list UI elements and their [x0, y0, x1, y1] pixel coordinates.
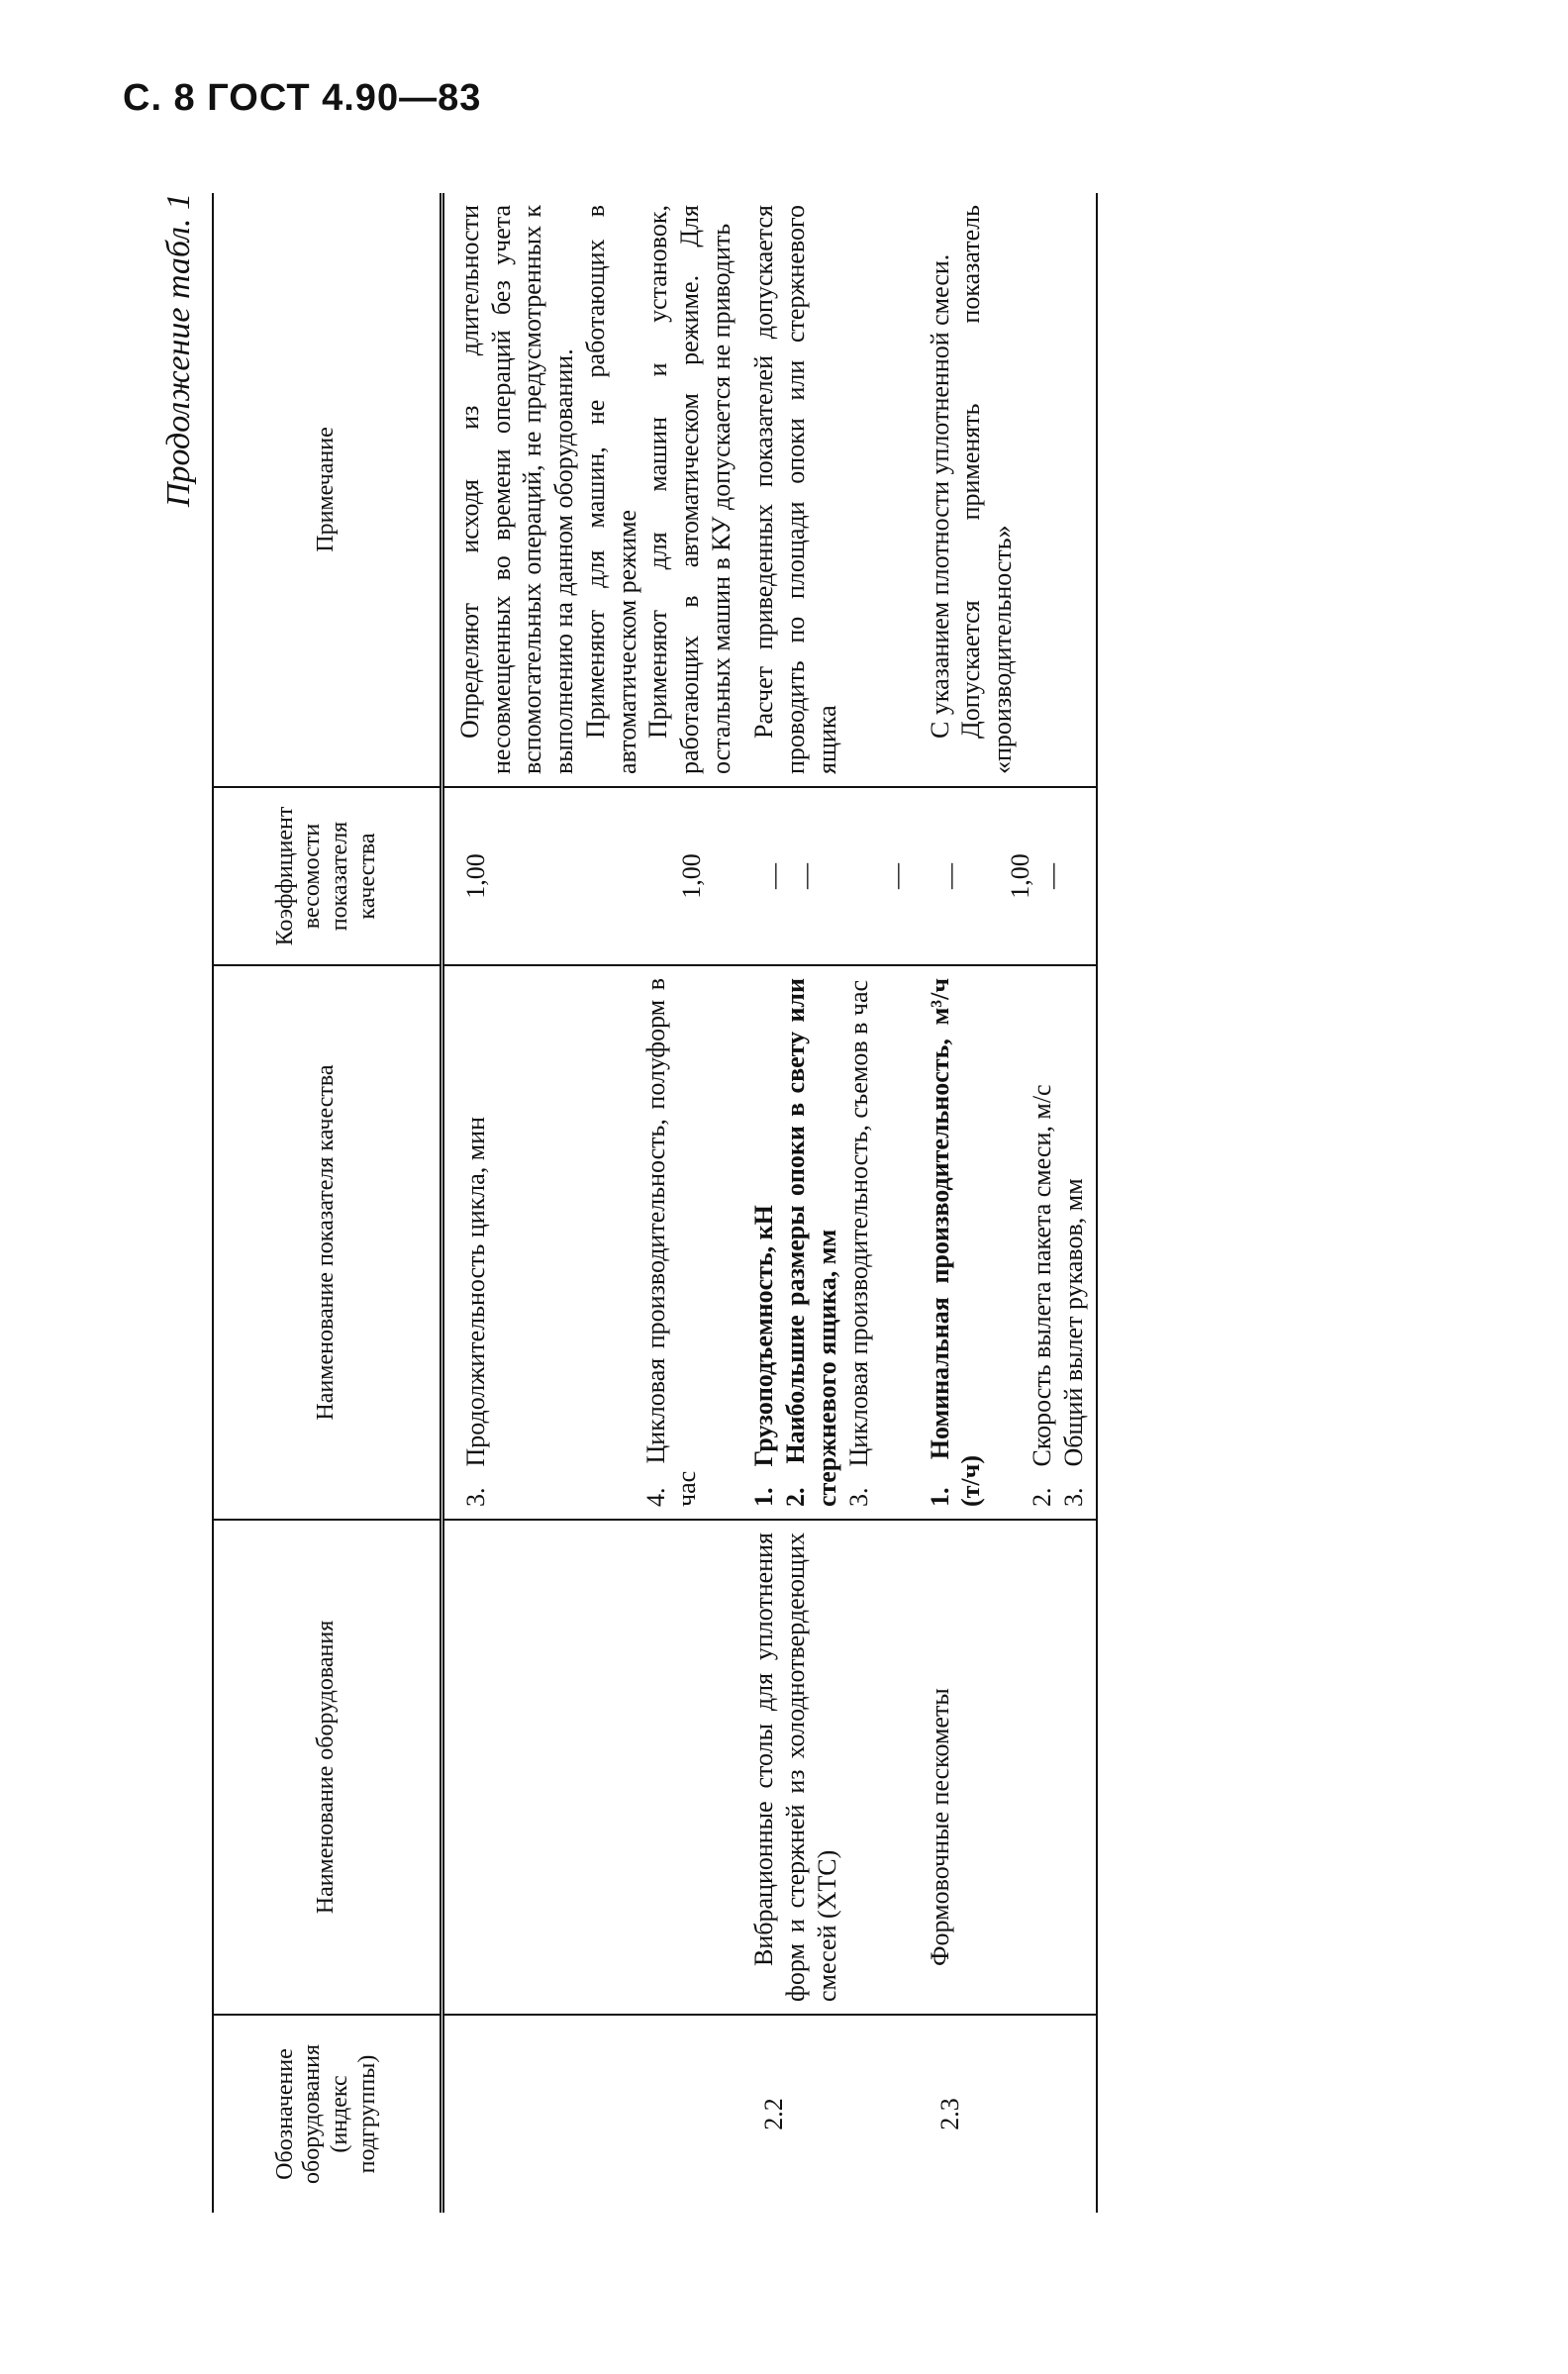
cell-equipment	[919, 1520, 1097, 2015]
coefficient-value: —	[1037, 863, 1067, 889]
cell-code: 2.2	[759, 2098, 789, 2130]
indicator-number: 1.	[749, 1487, 779, 1507]
cell-coefficient	[442, 787, 743, 965]
indicator-number: 3.	[843, 1487, 873, 1507]
indicator-text: Цикловая производительность, полуформ в час	[640, 978, 702, 1507]
indicator-item	[1058, 978, 1090, 1507]
table-header-row	[213, 193, 442, 2213]
indicator-number: 3.	[1058, 1487, 1088, 1507]
column-header-code: Обозначение оборудования (индекс подгруппы)	[213, 2015, 442, 2213]
indicator-number: 2.	[1028, 1487, 1057, 1507]
indicator-number: 4.	[640, 1487, 670, 1507]
indicator-item	[450, 978, 492, 1507]
coefficient-value: —	[881, 863, 911, 889]
coefficient-value: 1,00	[461, 853, 490, 899]
equipment-name: Вибрационные столы для уплотнения форм и стержней из холоднотвердеющих смесей (ХТС)	[749, 1533, 841, 2002]
indicator-text: Общий вылет рукавов, мм	[1058, 1178, 1088, 1467]
indicator-spacer	[987, 978, 1027, 1507]
cell-coefficient	[919, 787, 1097, 965]
cell-note	[919, 193, 1097, 787]
note-paragraph: Допускается применять показатель «производительность»	[956, 205, 1018, 774]
page-header: С. 8 ГОСТ 4.90—83	[123, 77, 482, 119]
indicator-text: Номинальная производительность, м³/ч (т/ч)	[925, 978, 986, 1507]
table-row	[919, 193, 1097, 2213]
table-row	[442, 193, 743, 2213]
cell-equipment	[442, 1520, 743, 2015]
rotated-table-block	[160, 193, 1396, 2213]
indicator-text: Скорость вылета пакета смеси, м/с	[1028, 1084, 1057, 1467]
column-header-equipment: Наименование оборудования	[213, 1520, 442, 2015]
cell-indicators	[442, 965, 743, 1520]
indicator-item	[843, 978, 875, 1507]
indicator-number: 3.	[461, 1487, 490, 1507]
coefficient-value: —	[791, 863, 821, 889]
column-header-coefficient: Коэффициент весомости показателя качества	[213, 787, 442, 965]
note-paragraph: Применяют для машин и установок, работающих в автоматическом режиме. Для остальных машин в КУ допускается не приводить	[643, 205, 735, 774]
coefficient-value: 1,00	[676, 853, 706, 899]
coefficient-value: —	[934, 863, 964, 889]
indicator-spacer	[492, 978, 640, 1507]
indicator-item	[780, 978, 842, 1507]
cell-coefficient	[742, 787, 918, 965]
coefficient-value: —	[759, 863, 789, 889]
indicator-number: 1.	[925, 1487, 954, 1507]
quality-indicators-table	[212, 193, 1098, 2213]
indicator-text: Наибольшие размеры опоки в свету или стержневого ящика, мм	[781, 978, 841, 1507]
cell-code	[442, 2015, 743, 2213]
cell-note	[742, 193, 918, 787]
cell-indicators	[742, 965, 918, 1520]
note-paragraph: Применяют для машин, не работающих в автоматическом режиме	[580, 205, 641, 774]
indicator-text: Продолжительность цикла, мин	[461, 1116, 490, 1467]
continuation-title: Продолжение табл. 1	[160, 193, 197, 508]
indicator-item	[1027, 978, 1058, 1507]
coefficient-value: 1,00	[1006, 853, 1035, 899]
equipment-name: Формовочные пескометы	[925, 1688, 954, 1966]
column-header-note: Примечание	[213, 193, 442, 787]
indicator-number: 2.	[781, 1487, 811, 1507]
indicator-item	[925, 978, 987, 1507]
indicator-item	[748, 978, 780, 1507]
table-row	[742, 193, 918, 2213]
cell-indicators	[919, 965, 1097, 1520]
cell-equipment	[742, 1520, 918, 2015]
note-paragraph: С указанием плотности уплотненной смеси.	[925, 253, 954, 739]
indicator-item	[640, 978, 703, 1507]
note-paragraph: Расчет приведенных показателей допускается проводить по площади опоки или стержневого ящика	[749, 205, 841, 774]
indicator-text: Грузоподъемность, кН	[749, 1205, 779, 1467]
cell-note	[442, 193, 743, 787]
indicator-text: Цикловая производительность, съемов в час	[843, 979, 873, 1467]
column-header-indicator: Наименование показателя качества	[213, 965, 442, 1520]
cell-code: 2.3	[919, 2015, 1097, 2213]
note-paragraph: Определяют исходя из длительности несовмещенных во времени операций без учета вспомогательных операций, не предусмотренных к выполнению на данном оборудовании.	[455, 205, 579, 774]
